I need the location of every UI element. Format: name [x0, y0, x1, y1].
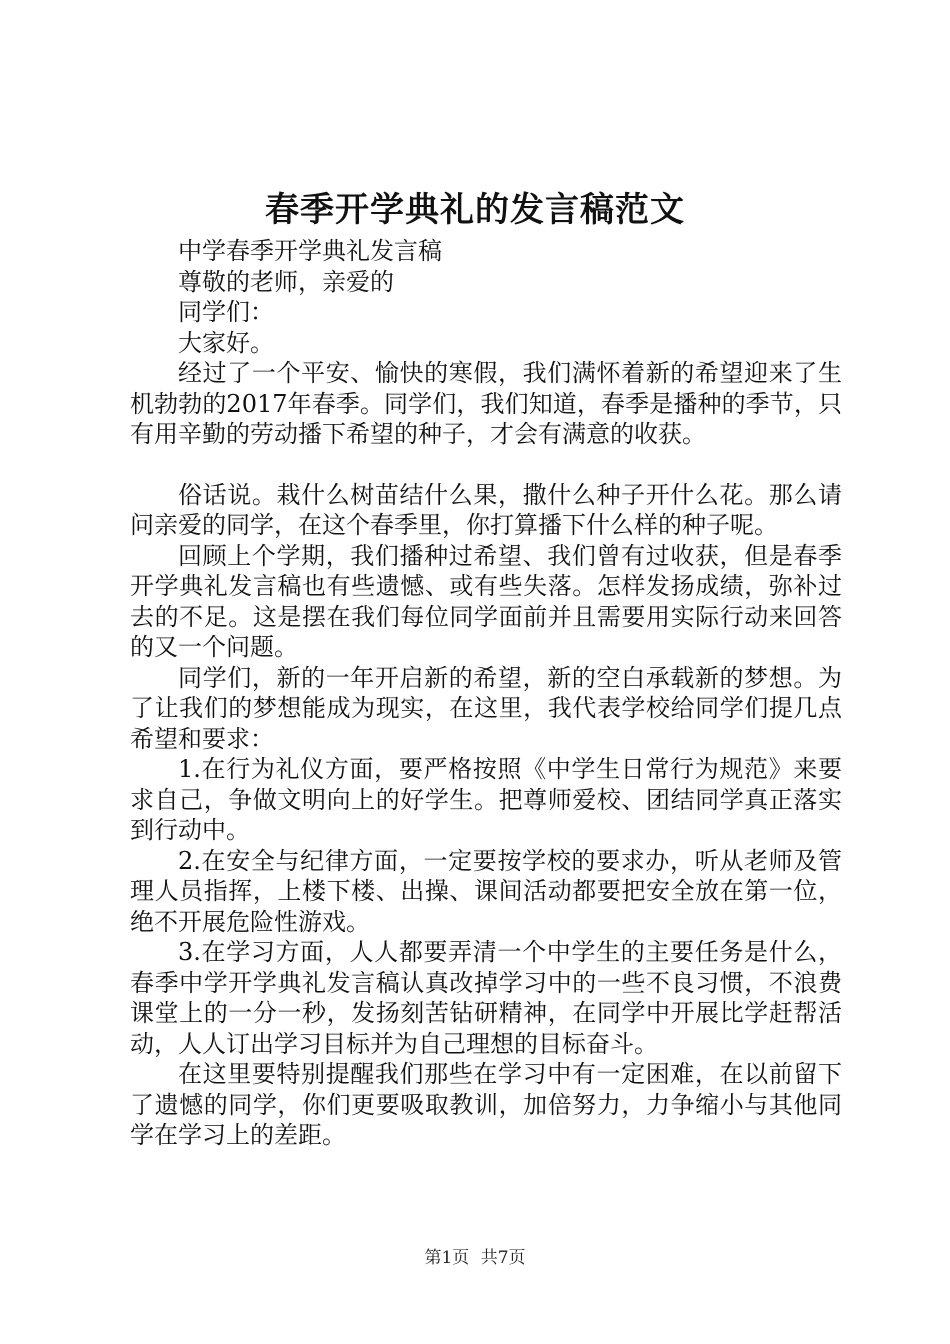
document-title: 春季开学典礼的发言稿范文	[265, 190, 685, 230]
page-footer	[0, 1243, 950, 1268]
paragraph: 俗话说。栽什么树苗结什么果，撒什么种子开什么花。那么请问亲爱的同学，在这个春季里，你打算播下什么样的种子呢。	[130, 480, 842, 539]
page-total: 共7页	[480, 1248, 526, 1268]
paragraph: 回顾上个学期，我们播种过希望、我们曾有过收获，但是春季开学典礼发言稿也有些遗憾、或有些失落。怎样发扬成绩，弥补过去的不足。这是摆在我们每位同学面前并且需要用实际行动来回答的又一个问题。	[130, 541, 842, 661]
page-number: 第1页	[424, 1248, 470, 1268]
paragraph: 同学们：	[178, 298, 274, 326]
paragraph: 经过了一个平安、愉快的寒假，我们满怀着新的希望迎来了生机勃勃的2017年春季。同学们，我们知道，春季是播种的季节，只有用辛勤的劳动播下希望的种子，才会有满意的收获。	[130, 359, 842, 448]
paragraph: 在这里要特别提醒我们那些在学习中有一定困难，在以前留下了遗憾的同学，你们更要吸取教训，加倍努力，力争缩小与其他同学在学习上的差距。	[130, 1060, 842, 1149]
paragraph: 中学春季开学典礼发言稿	[178, 237, 442, 265]
document-body	[130, 236, 842, 1151]
paragraph: 2.在安全与纪律方面，一定要按学校的要求办，听从老师及管理人员指挥，上楼下楼、出操、课间活动都要把安全放在第一位，绝不开展危险性游戏。	[130, 846, 842, 936]
paragraph: 大家好。	[178, 328, 274, 357]
paragraph: 1.在行为礼仪方面，要严格按照《中学生日常行为规范》来要求自己，争做文明向上的好学生。把尊师爱校、团结同学真正落实到行动中。	[130, 755, 842, 844]
paragraph: 尊敬的老师，亲爱的	[178, 267, 394, 296]
paragraph: 同学们，新的一年开启新的希望，新的空白承载新的梦想。为了让我们的梦想能成为现实，在这里，我代表学校给同学们提几点希望和要求：	[130, 663, 842, 753]
paragraph: 3.在学习方面，人人都要弄清一个中学生的主要任务是什么，春季中学开学典礼发言稿认真改掉学习中的一些不良习惯，不浪费课堂上的一分一秒，发扬刻苦钻研精神，在同学中开展比学赶帮活动，人人订出学习目标并为自己理想的目标奋斗。	[130, 938, 842, 1058]
